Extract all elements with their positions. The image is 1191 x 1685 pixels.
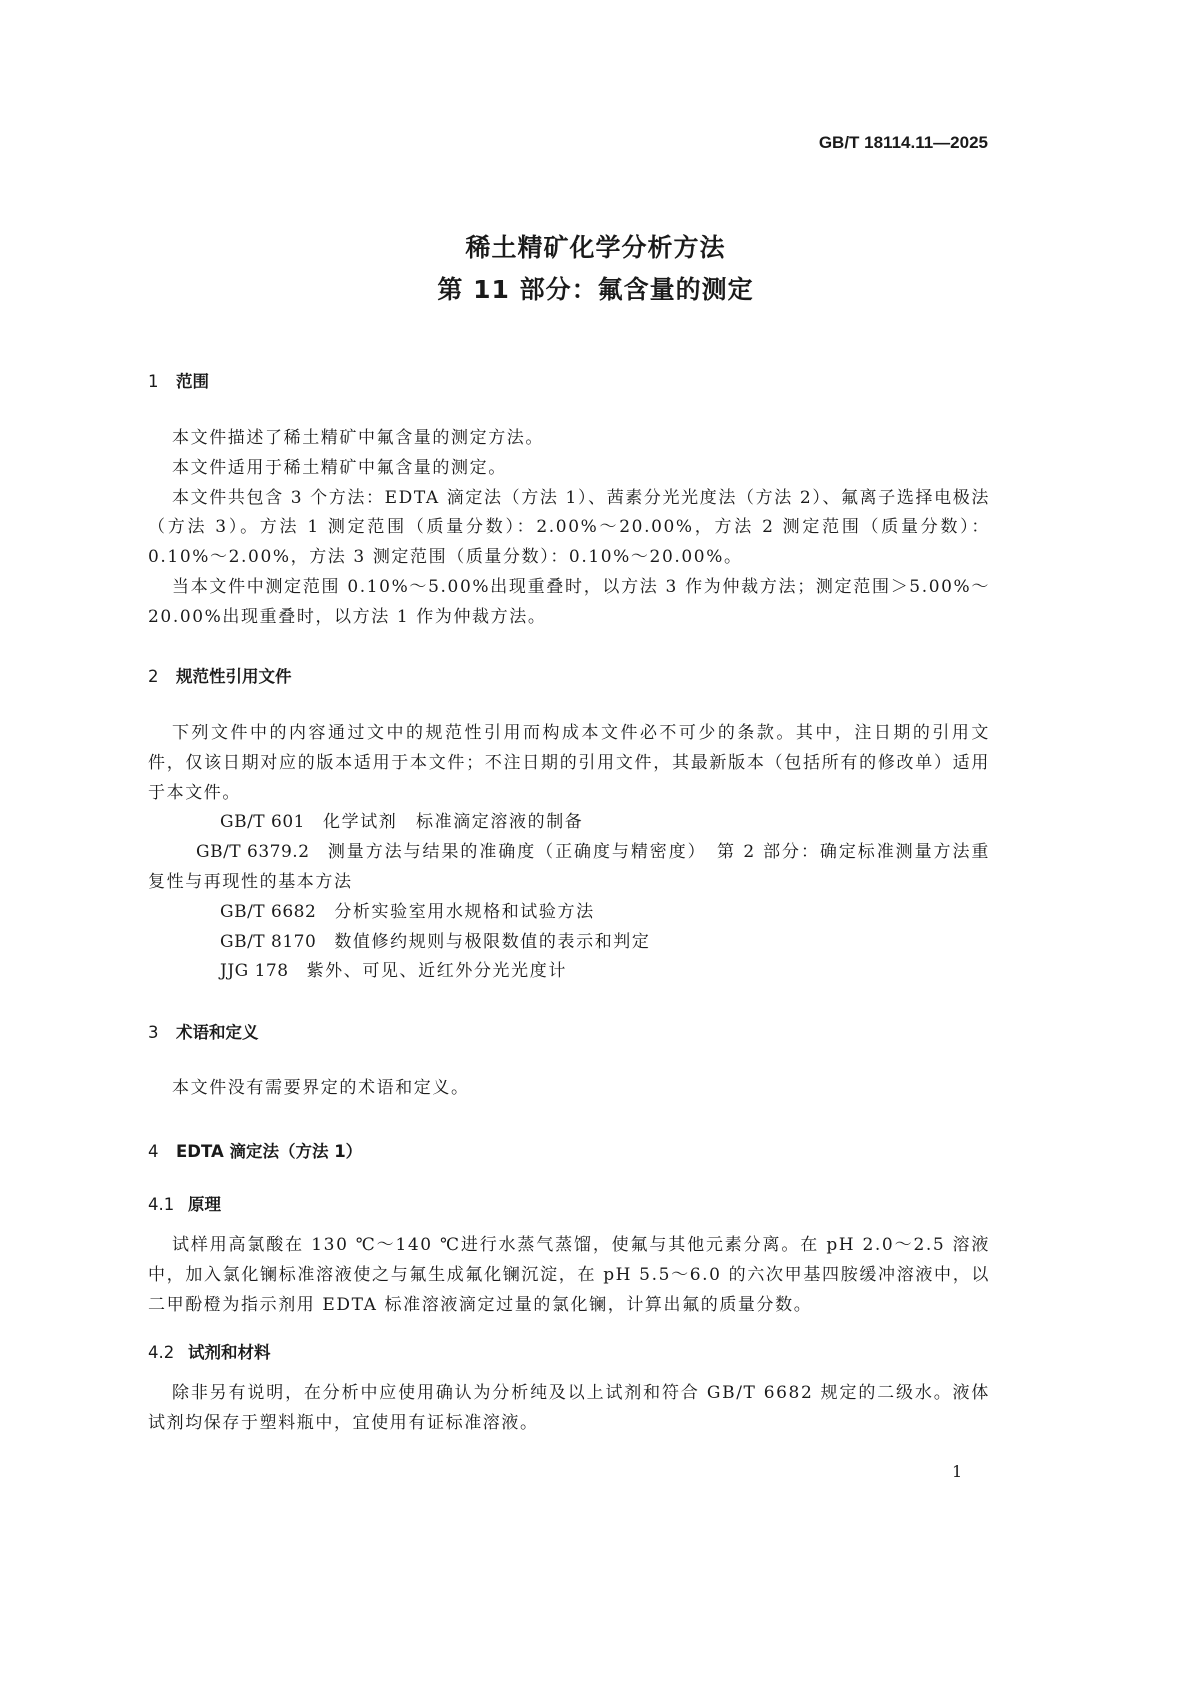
section-number: 4.1 (148, 1195, 175, 1214)
section-4-1-heading (148, 1191, 221, 1215)
section-number: 1 (148, 372, 159, 391)
section-number: 3 (148, 1023, 159, 1042)
paragraph: 下列文件中的内容通过文中的规范性引用而构成本文件必不可少的条款。其中，注日期的引用文件，仅该日期对应的版本适用于本文件；不注日期的引用文件，其最新版本（包括所有的修改单）适用于本文件。 (148, 723, 990, 803)
reference-item (148, 898, 990, 928)
section-number: 2 (148, 667, 159, 686)
paragraph: 本文件适用于稀土精矿中氟含量的测定。 (172, 457, 507, 478)
reference-title: 化学试剂 标准滴定溶液的制备 (323, 812, 584, 833)
reference-code: JJG 178 (220, 961, 289, 982)
section-4-1-body (148, 1231, 990, 1320)
document-number: GB/T 18114.11—2025 (818, 133, 988, 152)
paragraph: 当本文件中测定范围 0.10%～5.00%出现重叠时，以方法 3 作为仲裁方法；测定范围＞5.00%～20.00%出现重叠时，以方法 1 作为仲裁方法。 (148, 576, 990, 627)
section-number: 4 (148, 1142, 159, 1161)
reference-title: 紫外、可见、近红外分光光度计 (306, 961, 567, 982)
paragraph: 本文件没有需要界定的术语和定义。 (172, 1078, 470, 1098)
section-title: 试剂和材料 (188, 1343, 271, 1362)
reference-code: GB/T 6682 (220, 901, 317, 922)
section-4-2-body (148, 1379, 990, 1439)
reference-item (148, 838, 990, 898)
reference-item (148, 957, 990, 987)
section-1-body (148, 424, 990, 633)
section-title: 范围 (176, 372, 209, 391)
reference-code: GB/T 8170 (220, 931, 317, 952)
section-4-heading (148, 1138, 362, 1162)
section-1-heading (148, 368, 209, 392)
section-title: 规范性引用文件 (176, 667, 292, 686)
section-3-body (148, 1074, 990, 1104)
reference-title: 数值修约规则与极限数值的表示和判定 (334, 931, 651, 952)
section-4-2-heading (148, 1339, 271, 1363)
paragraph: 试样用高氯酸在 130 ℃～140 ℃进行水蒸气蒸馏，使氟与其他元素分离。在 pH 2.0～2.5 溶液中，加入氯化镧标准溶液使之与氟生成氟化镧沉淀，在 pH 5.5～6.0 的六次甲基四胺缓冲溶液中，以二甲酚橙为指示剂用 EDTA 标准溶液滴定过量的氯化镧，计算出氟的质量分数。 (148, 1235, 990, 1315)
reference-item (148, 808, 990, 838)
section-3-heading (148, 1019, 259, 1043)
reference-code: GB/T 6379.2 (196, 842, 310, 863)
reference-code: GB/T 601 (220, 812, 305, 833)
reference-title: 分析实验室用水规格和试验方法 (334, 901, 595, 922)
paragraph: 本文件描述了稀土精矿中氟含量的测定方法。 (172, 428, 544, 448)
paragraph: 本文件共包含 3 个方法：EDTA 滴定法（方法 1）、茜素分光光度法（方法 2）、氟离子选择电极法（方法 3）。方法 1 测定范围（质量分数）：2.00%～20.00%，方法 2 测定范围（质量分数）：0.10%～2.00%，方法 3 测定范围（质量分数）：0.10%～20.00%。 (148, 487, 990, 568)
section-number: 4.2 (148, 1343, 175, 1362)
document-title: 稀土精矿化学分析方法 (465, 233, 726, 262)
section-2-heading (148, 663, 292, 687)
document-subtitle: 第 11 部分：氟含量的测定 (437, 275, 754, 304)
section-2-body (148, 719, 990, 987)
reference-item (148, 928, 990, 958)
reference-title: 测量方法与结果的准确度（正确度与精密度） 第 2 部分：确定标准测量方法重复性与再现性的基本方法 (148, 842, 990, 892)
section-title: EDTA 滴定法（方法 1） (176, 1142, 363, 1161)
section-title: 原理 (188, 1195, 221, 1214)
paragraph: 除非另有说明，在分析中应使用确认为分析纯及以上试剂和符合 GB/T 6682 规定的二级水。液体试剂均保存于塑料瓶中，宜使用有证标准溶液。 (148, 1383, 990, 1433)
section-title: 术语和定义 (176, 1023, 259, 1042)
page-number: 1 (952, 1462, 963, 1481)
